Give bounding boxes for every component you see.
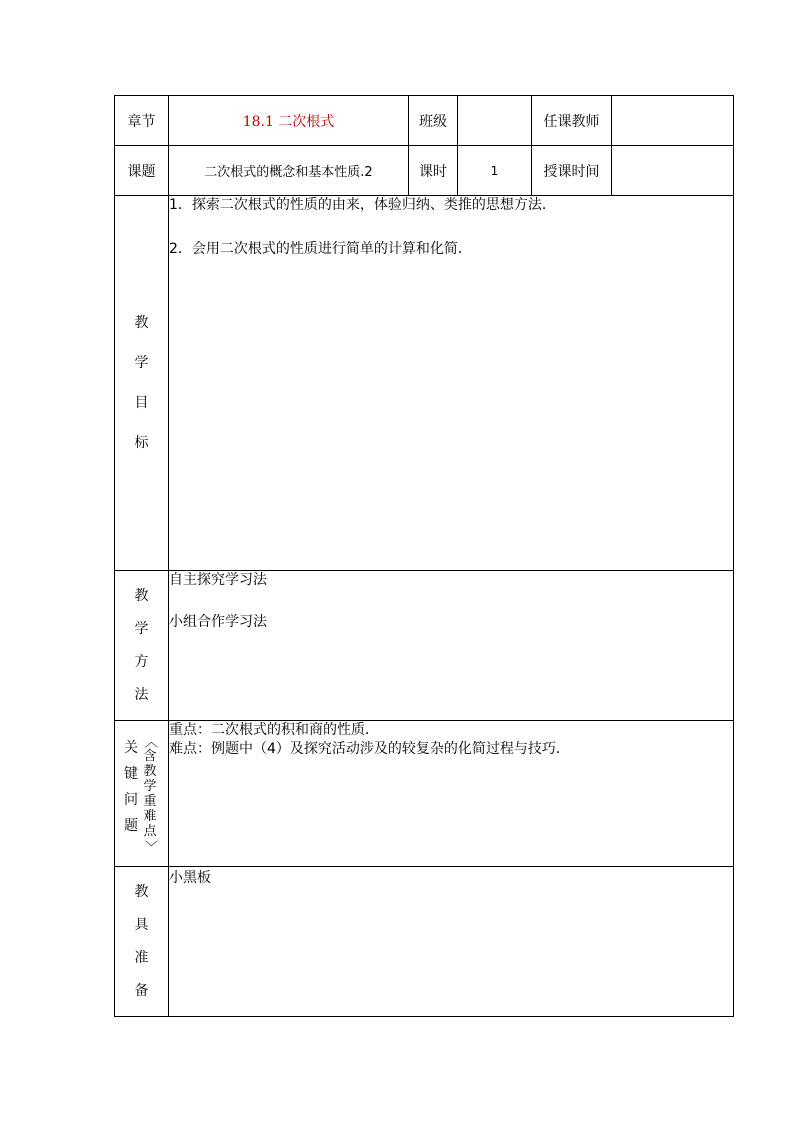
key-questions-label: [115, 721, 169, 867]
time-value: [612, 146, 734, 196]
key-point: 重点：二次根式的积和商的性质．: [169, 722, 379, 738]
chapter-label: 章节: [115, 96, 169, 146]
goals-label-char: 教: [134, 315, 149, 331]
methods-content: [169, 571, 734, 721]
methods-label-char: 法: [134, 687, 149, 703]
methods-label-char: 学: [134, 621, 149, 637]
period-label: 课时: [409, 146, 458, 196]
goals-content: [169, 196, 734, 571]
time-label: 授课时间: [532, 146, 612, 196]
tools-label-char: 具: [134, 917, 149, 933]
key-sub-char: 重: [143, 794, 157, 809]
tools-label-char: 备: [134, 983, 149, 999]
goals-label-char: 目: [134, 395, 149, 411]
method-item: 小组合作学习法: [169, 614, 267, 630]
open-bracket: 〈: [142, 734, 158, 748]
goals-label: [115, 196, 169, 571]
period-value: 1: [458, 146, 532, 196]
difficult-point: 难点：例题中（4）及探究活动涉及的较复杂的化简过程与技巧．: [169, 741, 570, 757]
key-label-char: 问: [124, 792, 138, 808]
tools-label-char: 教: [134, 884, 149, 900]
goals-row: [115, 196, 734, 571]
topic-label: 课题: [115, 146, 169, 196]
class-label: 班级: [409, 96, 458, 146]
goal-item: 2．会用二次根式的性质进行简单的计算和化简．: [169, 241, 472, 257]
key-sub-label: [142, 734, 158, 854]
key-questions-row: [115, 721, 734, 867]
goal-item: 1．探索二次根式的性质的由来，体验归纳、类推的思想方法．: [169, 197, 556, 213]
methods-label-char: 教: [134, 588, 149, 604]
key-questions-content: [169, 721, 734, 867]
key-label-char: 题: [124, 818, 138, 834]
key-label-char: 关: [124, 740, 138, 756]
lesson-plan-table: [114, 95, 734, 1017]
chapter-title: 18.1 二次根式: [169, 96, 409, 146]
key-sub-char: 学: [143, 779, 157, 794]
methods-label-char: 方: [134, 654, 149, 670]
tools-label-char: 准: [134, 950, 149, 966]
key-sub-char: 难: [143, 809, 157, 824]
goals-label-char: 标: [134, 435, 149, 451]
tools-row: [115, 867, 734, 1017]
tools-content: 小黑板: [169, 867, 734, 1017]
topic-row: [115, 146, 734, 196]
key-label-char: 键: [124, 766, 138, 782]
topic-value: 二次根式的概念和基本性质.2: [169, 146, 409, 196]
key-sub-char: 点: [143, 824, 157, 839]
tools-label: [115, 867, 169, 1017]
teacher-value: [612, 96, 734, 146]
close-bracket: 〉: [142, 839, 158, 853]
methods-label: [115, 571, 169, 721]
header-row: [115, 96, 734, 146]
methods-row: [115, 571, 734, 721]
method-item: 自主探究学习法: [169, 572, 267, 588]
class-value: [458, 96, 532, 146]
key-sub-char: 含: [143, 749, 157, 764]
goals-label-char: 学: [134, 355, 149, 371]
teacher-label: 任课教师: [532, 96, 612, 146]
key-sub-char: 教: [143, 764, 157, 779]
